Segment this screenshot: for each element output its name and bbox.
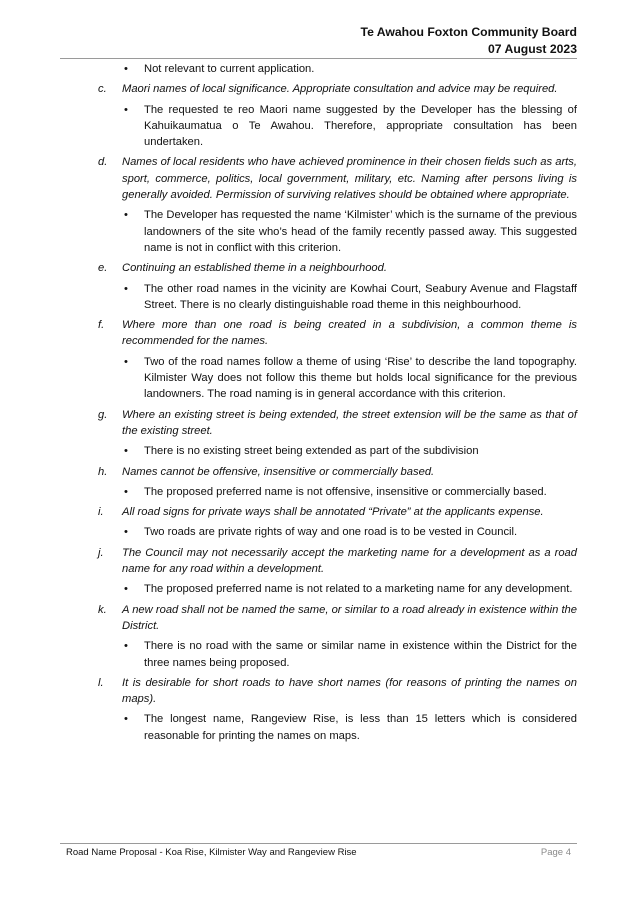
- criterion-text: Names cannot be offensive, insensitive or commercially based.: [122, 465, 435, 478]
- bullet-text: Two roads are private rights of way and one road is to be vested in Council.: [144, 526, 518, 539]
- header-divider: [60, 58, 577, 59]
- bullet-item: [124, 443, 577, 459]
- criterion-l: [98, 675, 577, 708]
- criterion-letter: l.: [98, 676, 104, 689]
- bullet-text: The other road names in the vicinity are Kowhai Court, Seabury Avenue and Flagstaff Street. There is no clearly distinguishable road theme in this neighbourhood.: [144, 282, 577, 311]
- bullet-dot: •: [124, 485, 128, 498]
- bullet-dot: •: [124, 63, 128, 75]
- criterion-c: [98, 81, 577, 97]
- criterion-d: [98, 154, 577, 203]
- footer-title: Road Name Proposal - Koa Rise, Kilmister Way and Rangeview Rise: [66, 847, 357, 858]
- criterion-letter: d.: [98, 156, 108, 169]
- criterion-text: Continuing an established theme in a neighbourhood.: [122, 262, 387, 275]
- criterion-i: [98, 504, 577, 520]
- criterion-letter: c.: [98, 83, 107, 96]
- criterion-text: Where more than one road is being created in a subdivision, a common theme is recommended for the names.: [122, 319, 577, 348]
- criterion-k: [98, 602, 577, 635]
- bullet-text: There is no existing street being extended as part of the subdivision: [144, 445, 479, 458]
- bullet-dot: •: [124, 526, 128, 539]
- page-number: Page 4: [540, 847, 571, 858]
- criterion-g: [98, 407, 577, 440]
- bullet-dot: •: [124, 103, 128, 116]
- bullet-text: The requested te reo Maori name suggested by the Developer has the blessing of Kahuikaumatua o Te Awahou. Therefore, appropriate consultation has been undertaken.: [144, 103, 577, 149]
- criterion-f: [98, 317, 577, 350]
- bullet-text: The proposed preferred name is not offensive, insensitive or commercially based.: [144, 485, 547, 498]
- bullet-dot: •: [124, 640, 128, 653]
- criterion-letter: k.: [98, 603, 107, 616]
- bullet-item: [124, 207, 577, 256]
- criterion-text: Maori names of local significance. Appropriate consultation and advice may be required.: [122, 83, 558, 96]
- header-date: 07 August 2023: [488, 42, 577, 56]
- criterion-text: Where an existing street is being extended, the street extension will be the same as that of the existing street.: [122, 408, 577, 437]
- document-body: [98, 60, 577, 744]
- bullet-dot: •: [124, 355, 128, 368]
- bullet-text: The Developer has requested the name ‘Kilmister’ which is the surname of the previous landowners of the site who’s head of the family recently passed away. This suggested name is not in conflict with this criterion.: [144, 209, 577, 254]
- bullet-item: [124, 102, 577, 151]
- bullet-item: [124, 581, 577, 597]
- criterion-letter: f.: [98, 319, 105, 332]
- criterion-letter: h.: [98, 465, 108, 478]
- criterion-text: Names of local residents who have achieved prominence in their chosen fields such as arts, sport, commerce, politics, local government, military, etc. Naming after persons living is generally avoided. Permission of surviving relatives should be obtained where appropriate.: [122, 156, 577, 202]
- bullet-dot: •: [124, 583, 128, 596]
- bullet-text: There is no road with the same or similar name in existence within the District for the three names being proposed.: [144, 640, 577, 669]
- bullet-text: Two of the road names follow a theme of using ‘Rise’ to describe the land topography. Kilmister Way does not follow this theme but holds local significance for the previous landowners. The road naming is in general accordance with this criterion.: [144, 355, 577, 401]
- bullet-item: [124, 524, 577, 540]
- bullet-dot: •: [124, 713, 128, 726]
- criterion-h: [98, 464, 577, 480]
- header-org: Te Awahou Foxton Community Board: [360, 25, 577, 39]
- criterion-letter: e.: [98, 262, 108, 275]
- bullet-item: [124, 711, 577, 744]
- page-header: [361, 24, 577, 58]
- bullet-dot: •: [124, 445, 128, 458]
- bullet-text: Not relevant to current application.: [144, 63, 315, 75]
- criterion-letter: j.: [98, 546, 104, 559]
- criterion-text: A new road shall not be named the same, or similar to a road already in existence within the District.: [122, 603, 577, 632]
- criterion-letter: i.: [98, 506, 104, 519]
- footer-divider: [60, 843, 577, 844]
- criterion-e: [98, 260, 577, 276]
- criterion-text: All road signs for private ways shall be annotated “Private” at the applicants expense.: [122, 506, 544, 519]
- criterion-letter: g.: [98, 408, 108, 421]
- criterion-text: The Council may not necessarily accept the marketing name for a development as a road name for any road within a development.: [122, 546, 577, 576]
- bullet-item: [124, 61, 577, 77]
- criterion-text: It is desirable for short roads to have short names (for reasons of printing the names on maps).: [122, 676, 577, 706]
- criterion-j: [98, 545, 577, 578]
- bullet-text: The proposed preferred name is not related to a marketing name for any development.: [144, 583, 573, 596]
- bullet-item: [124, 638, 577, 671]
- bullet-item: [124, 354, 577, 403]
- bullet-dot: •: [124, 282, 128, 295]
- bullet-item: [124, 281, 577, 314]
- bullet-text: The longest name, Rangeview Rise, is less than 15 letters which is considered reasonable for printing the names on maps.: [144, 713, 577, 742]
- bullet-dot: •: [124, 209, 128, 222]
- bullet-item: [124, 484, 577, 500]
